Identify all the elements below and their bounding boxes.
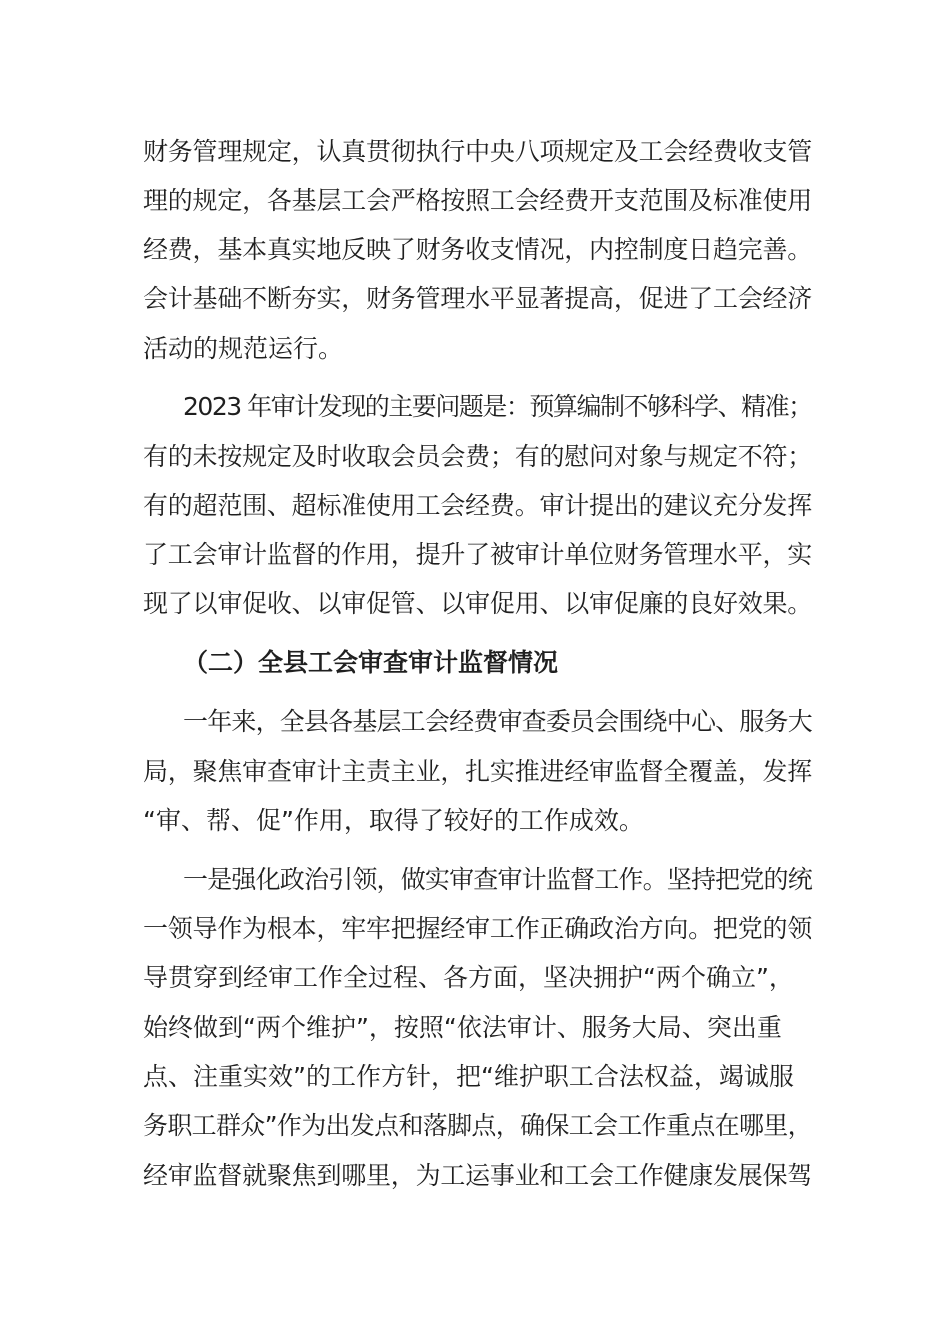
paragraph-4-line-5: 点、注重实效”的工作方针，把“维护职工合法权益，竭诚服 [143,1062,794,1091]
paragraph-4-line-7: 经审监督就聚焦到哪里，为工运事业和工会工作健康发展保驾 [143,1161,813,1190]
paragraph-2-line-5: 现了以审促收、以审促管、以审促用、以审促廉的良好效果。 [143,589,813,618]
paragraph-4-line-1: 一是强化政治引领，做实审查审计监督工作。坚持把党的统 [183,865,812,894]
paragraph-3-line-3: “审、帮、促”作用，取得了较好的工作成效。 [143,806,644,835]
paragraph-1-line-1: 财务管理规定，认真贯彻执行中央八项规定及工会经费收支管 [143,137,813,166]
paragraph-1-line-2: 理的规定，各基层工会严格按照工会经费开支范围及标准使用 [143,186,813,215]
paragraph-4-line-4: 始终做到“两个维护”，按照“依法审计、服务大局、突出重 [143,1013,782,1042]
section-heading: （二）全县工会审查审计监督情况 [183,648,559,677]
paragraph-2-line-2: 有的未按规定及时收取会员会费；有的慰问对象与规定不符； [143,442,813,471]
paragraph-4-line-3: 导贯穿到经审工作全过程、各方面，坚决拥护“两个确立”， [143,963,794,992]
paragraph-3-line-1: 一年来，全县各基层工会经费审查委员会围绕中心、服务大 [183,707,812,736]
paragraph-4-line-2: 一领导作为根本，牢牢把握经审工作正确政治方向。把党的领 [143,914,813,943]
paragraph-2-line-4: 了工会审计监督的作用，提升了被审计单位财务管理水平，实 [143,540,813,569]
paragraph-2-line-1: 2023 年审计发现的主要问题是：预算编制不够科学、精准； [183,392,812,421]
paragraph-2-line-3: 有的超范围、超标准使用工会经费。审计提出的建议充分发挥 [143,491,813,520]
paragraph-1-line-3: 经费，基本真实地反映了财务收支情况，内控制度日趋完善。 [143,235,813,264]
paragraph-1-line-5: 活动的规范运行。 [143,334,344,363]
paragraph-1-line-4: 会计基础不断夯实，财务管理水平显著提高，促进了工会经济 [143,284,813,313]
paragraph-4-line-6: 务职工群众”作为出发点和落脚点，确保工会工作重点在哪里， [143,1111,812,1140]
paragraph-3-line-2: 局，聚焦审查审计主责主业，扎实推进经审监督全覆盖，发挥 [143,757,813,786]
